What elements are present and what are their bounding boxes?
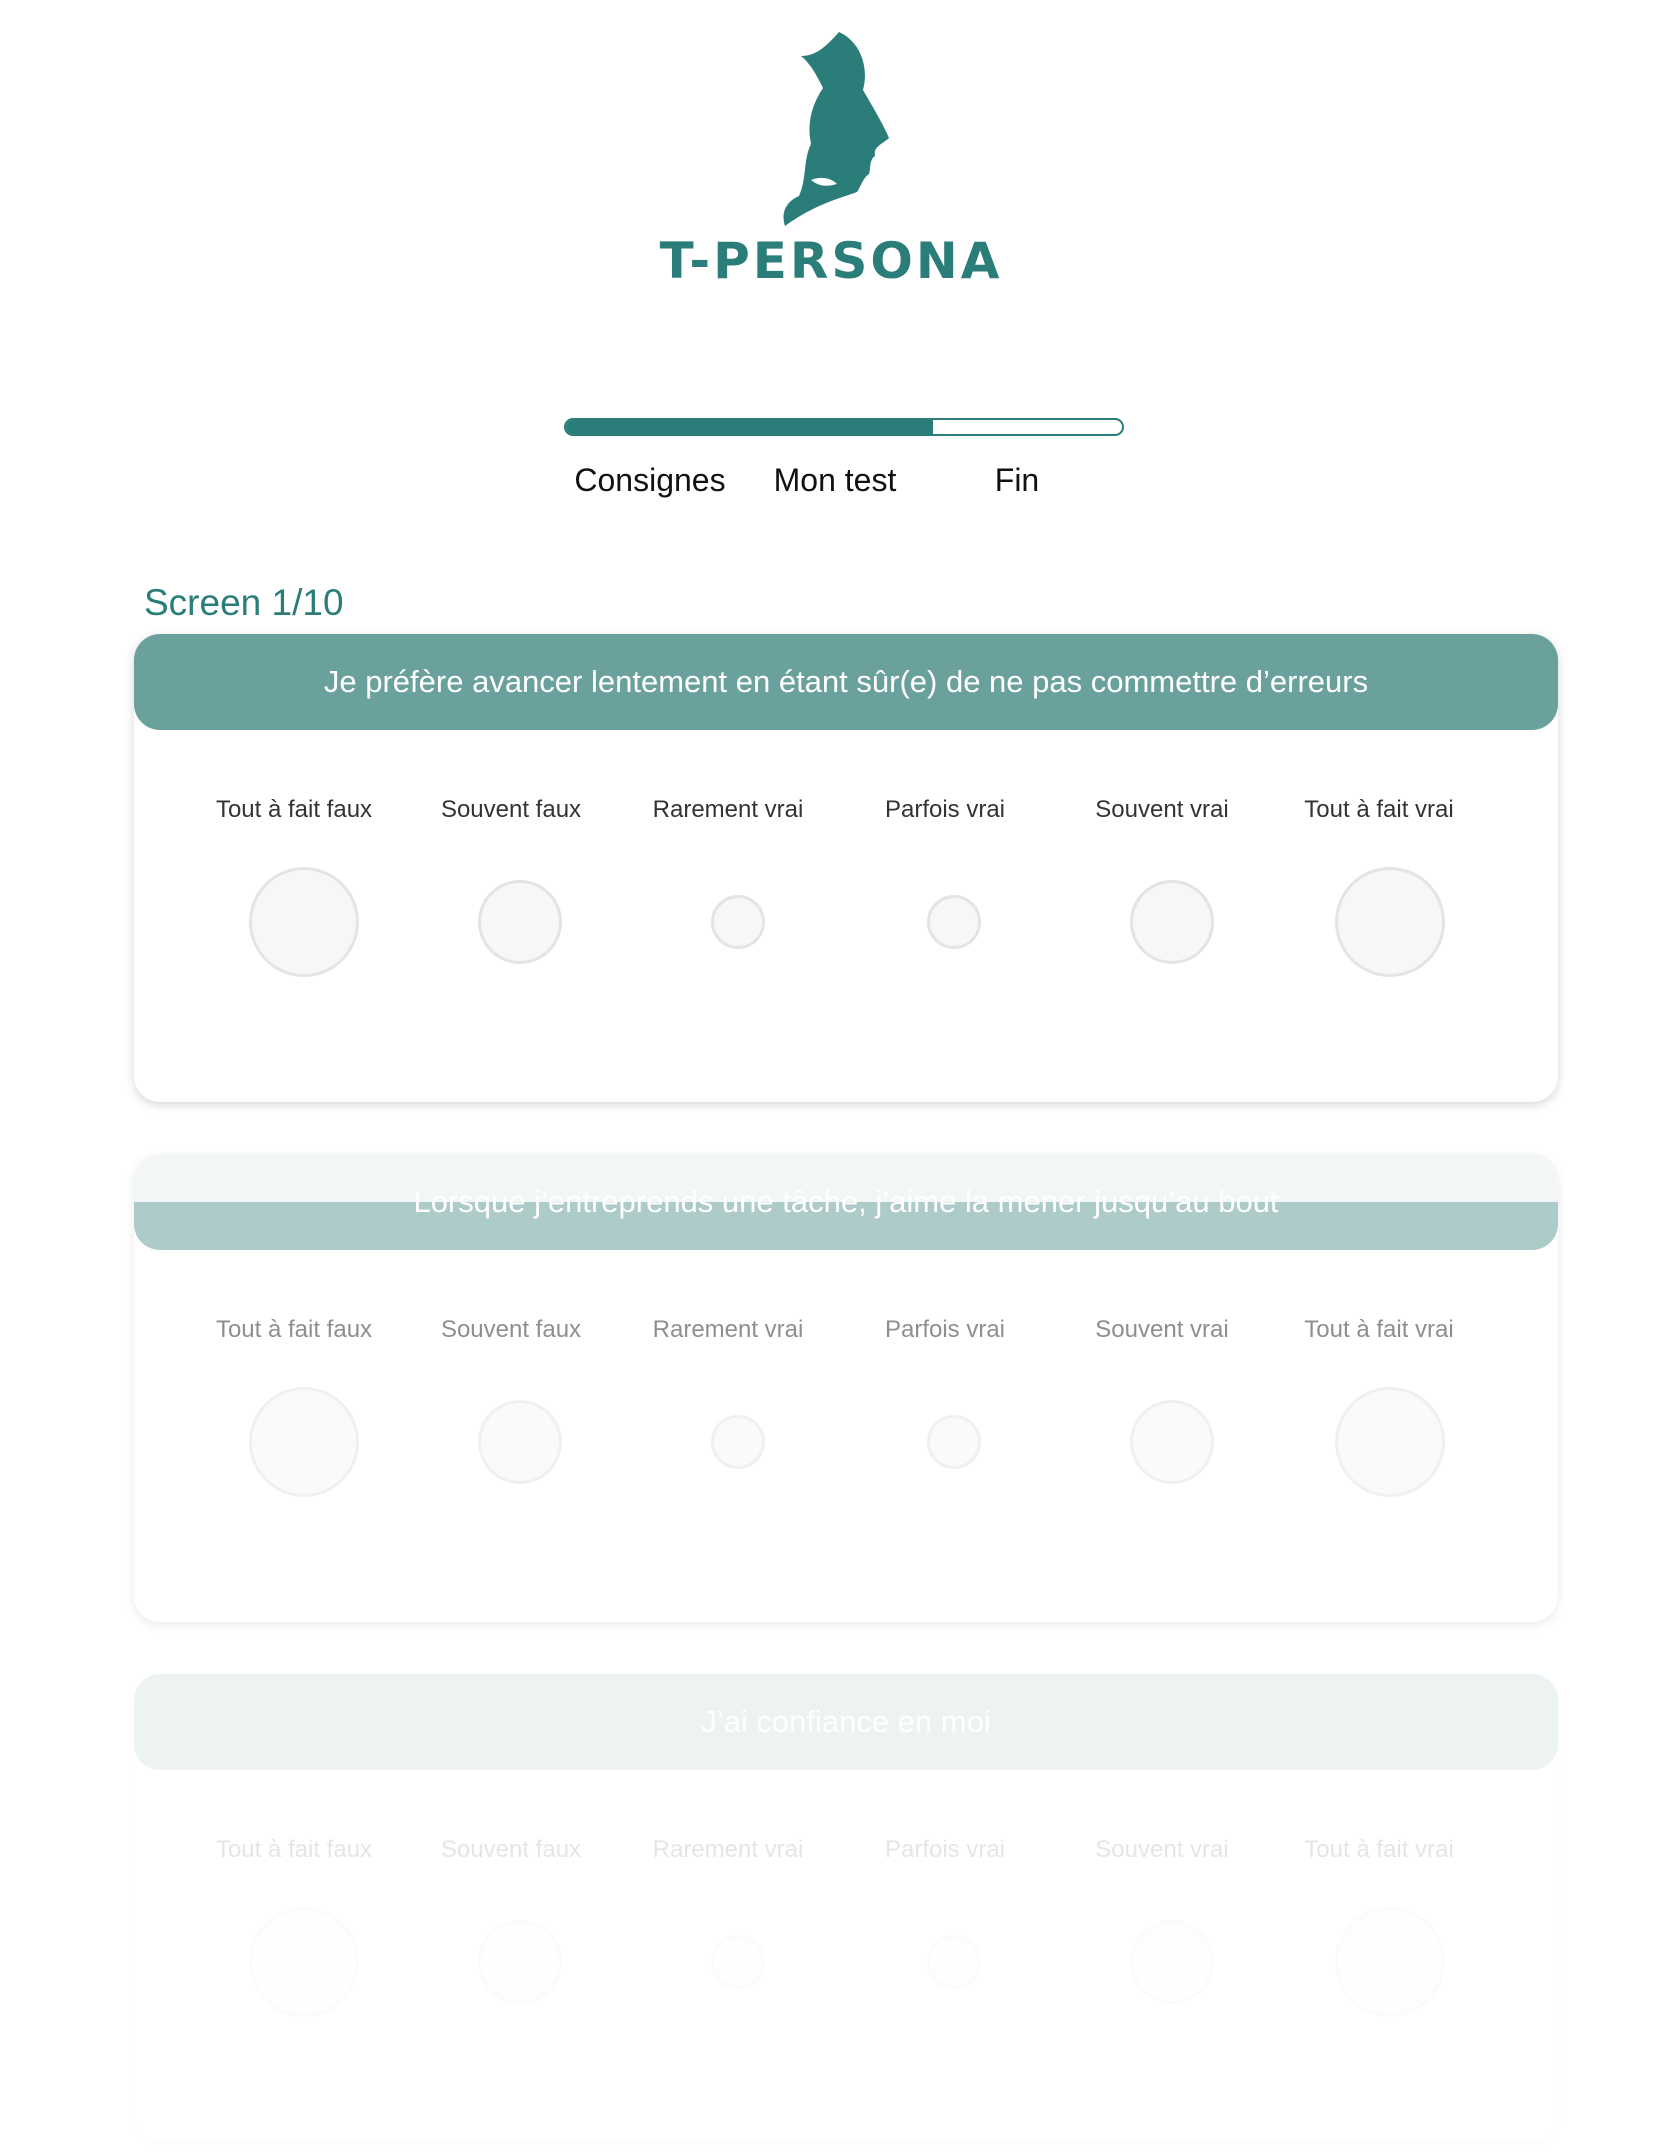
step-mon-test: Mon test bbox=[773, 462, 897, 498]
option-radio-2[interactable] bbox=[478, 1400, 562, 1484]
question-text: Je préfère avancer lentement en étant sûr(e) de ne pas commettre d’erreurs bbox=[134, 634, 1558, 730]
option-radio-5[interactable] bbox=[1130, 1400, 1214, 1484]
step-consignes: Consignes bbox=[574, 462, 726, 498]
question-text: Lorsque j’entreprends une tâche, j’aime la mener jusqu’au bout bbox=[134, 1154, 1558, 1250]
option-label: Tout à fait vrai bbox=[1304, 796, 1454, 823]
brand-name: T-PERSONA bbox=[659, 232, 1003, 290]
option-label: Tout à fait faux bbox=[215, 1316, 373, 1343]
option-radio-1[interactable] bbox=[249, 1907, 359, 2017]
progress-fill bbox=[566, 420, 933, 434]
option-label: Rarement vrai bbox=[652, 1316, 804, 1343]
question-card bbox=[134, 634, 1558, 1102]
option-radio-4[interactable] bbox=[927, 1935, 981, 1989]
option-radio-6[interactable] bbox=[1335, 867, 1445, 977]
option-label: Tout à fait faux bbox=[215, 1836, 373, 1863]
step-fin: Fin bbox=[994, 462, 1040, 498]
option-radio-5[interactable] bbox=[1130, 880, 1214, 964]
option-radio-3[interactable] bbox=[711, 1415, 765, 1469]
progress-steps bbox=[0, 462, 1662, 502]
option-radio-1[interactable] bbox=[249, 867, 359, 977]
progress-bar bbox=[564, 418, 1124, 436]
option-radio-6[interactable] bbox=[1335, 1387, 1445, 1497]
option-label: Souvent faux bbox=[440, 796, 582, 823]
option-label: Rarement vrai bbox=[652, 796, 804, 823]
option-radio-3[interactable] bbox=[711, 1935, 765, 1989]
screen-counter: Screen 1/10 bbox=[144, 582, 344, 623]
option-radio-4[interactable] bbox=[927, 1415, 981, 1469]
question-card bbox=[134, 1674, 1558, 2142]
option-radio-6[interactable] bbox=[1335, 1907, 1445, 2017]
option-radio-5[interactable] bbox=[1130, 1920, 1214, 2004]
option-label: Tout à fait vrai bbox=[1304, 1316, 1454, 1343]
answer-options bbox=[134, 1674, 1558, 2142]
answer-options bbox=[134, 1154, 1558, 1622]
option-radio-2[interactable] bbox=[478, 880, 562, 964]
logo bbox=[0, 28, 1662, 228]
option-label: Tout à fait vrai bbox=[1304, 1836, 1454, 1863]
option-label: Souvent vrai bbox=[1095, 796, 1229, 823]
question-text: J’ai confiance en moi bbox=[134, 1674, 1558, 1770]
option-label: Tout à fait faux bbox=[215, 796, 373, 823]
option-radio-1[interactable] bbox=[249, 1387, 359, 1497]
option-label: Parfois vrai bbox=[884, 1836, 1006, 1863]
option-label: Rarement vrai bbox=[652, 1836, 804, 1863]
option-radio-2[interactable] bbox=[478, 1920, 562, 2004]
answer-options bbox=[134, 634, 1558, 1102]
option-label: Souvent faux bbox=[440, 1836, 582, 1863]
option-label: Souvent faux bbox=[440, 1316, 582, 1343]
option-radio-3[interactable] bbox=[711, 895, 765, 949]
option-label: Souvent vrai bbox=[1095, 1836, 1229, 1863]
face-profile-icon bbox=[771, 28, 891, 228]
option-radio-4[interactable] bbox=[927, 895, 981, 949]
question-card bbox=[134, 1154, 1558, 1622]
option-label: Parfois vrai bbox=[884, 796, 1006, 823]
option-label: Souvent vrai bbox=[1095, 1316, 1229, 1343]
option-label: Parfois vrai bbox=[884, 1316, 1006, 1343]
